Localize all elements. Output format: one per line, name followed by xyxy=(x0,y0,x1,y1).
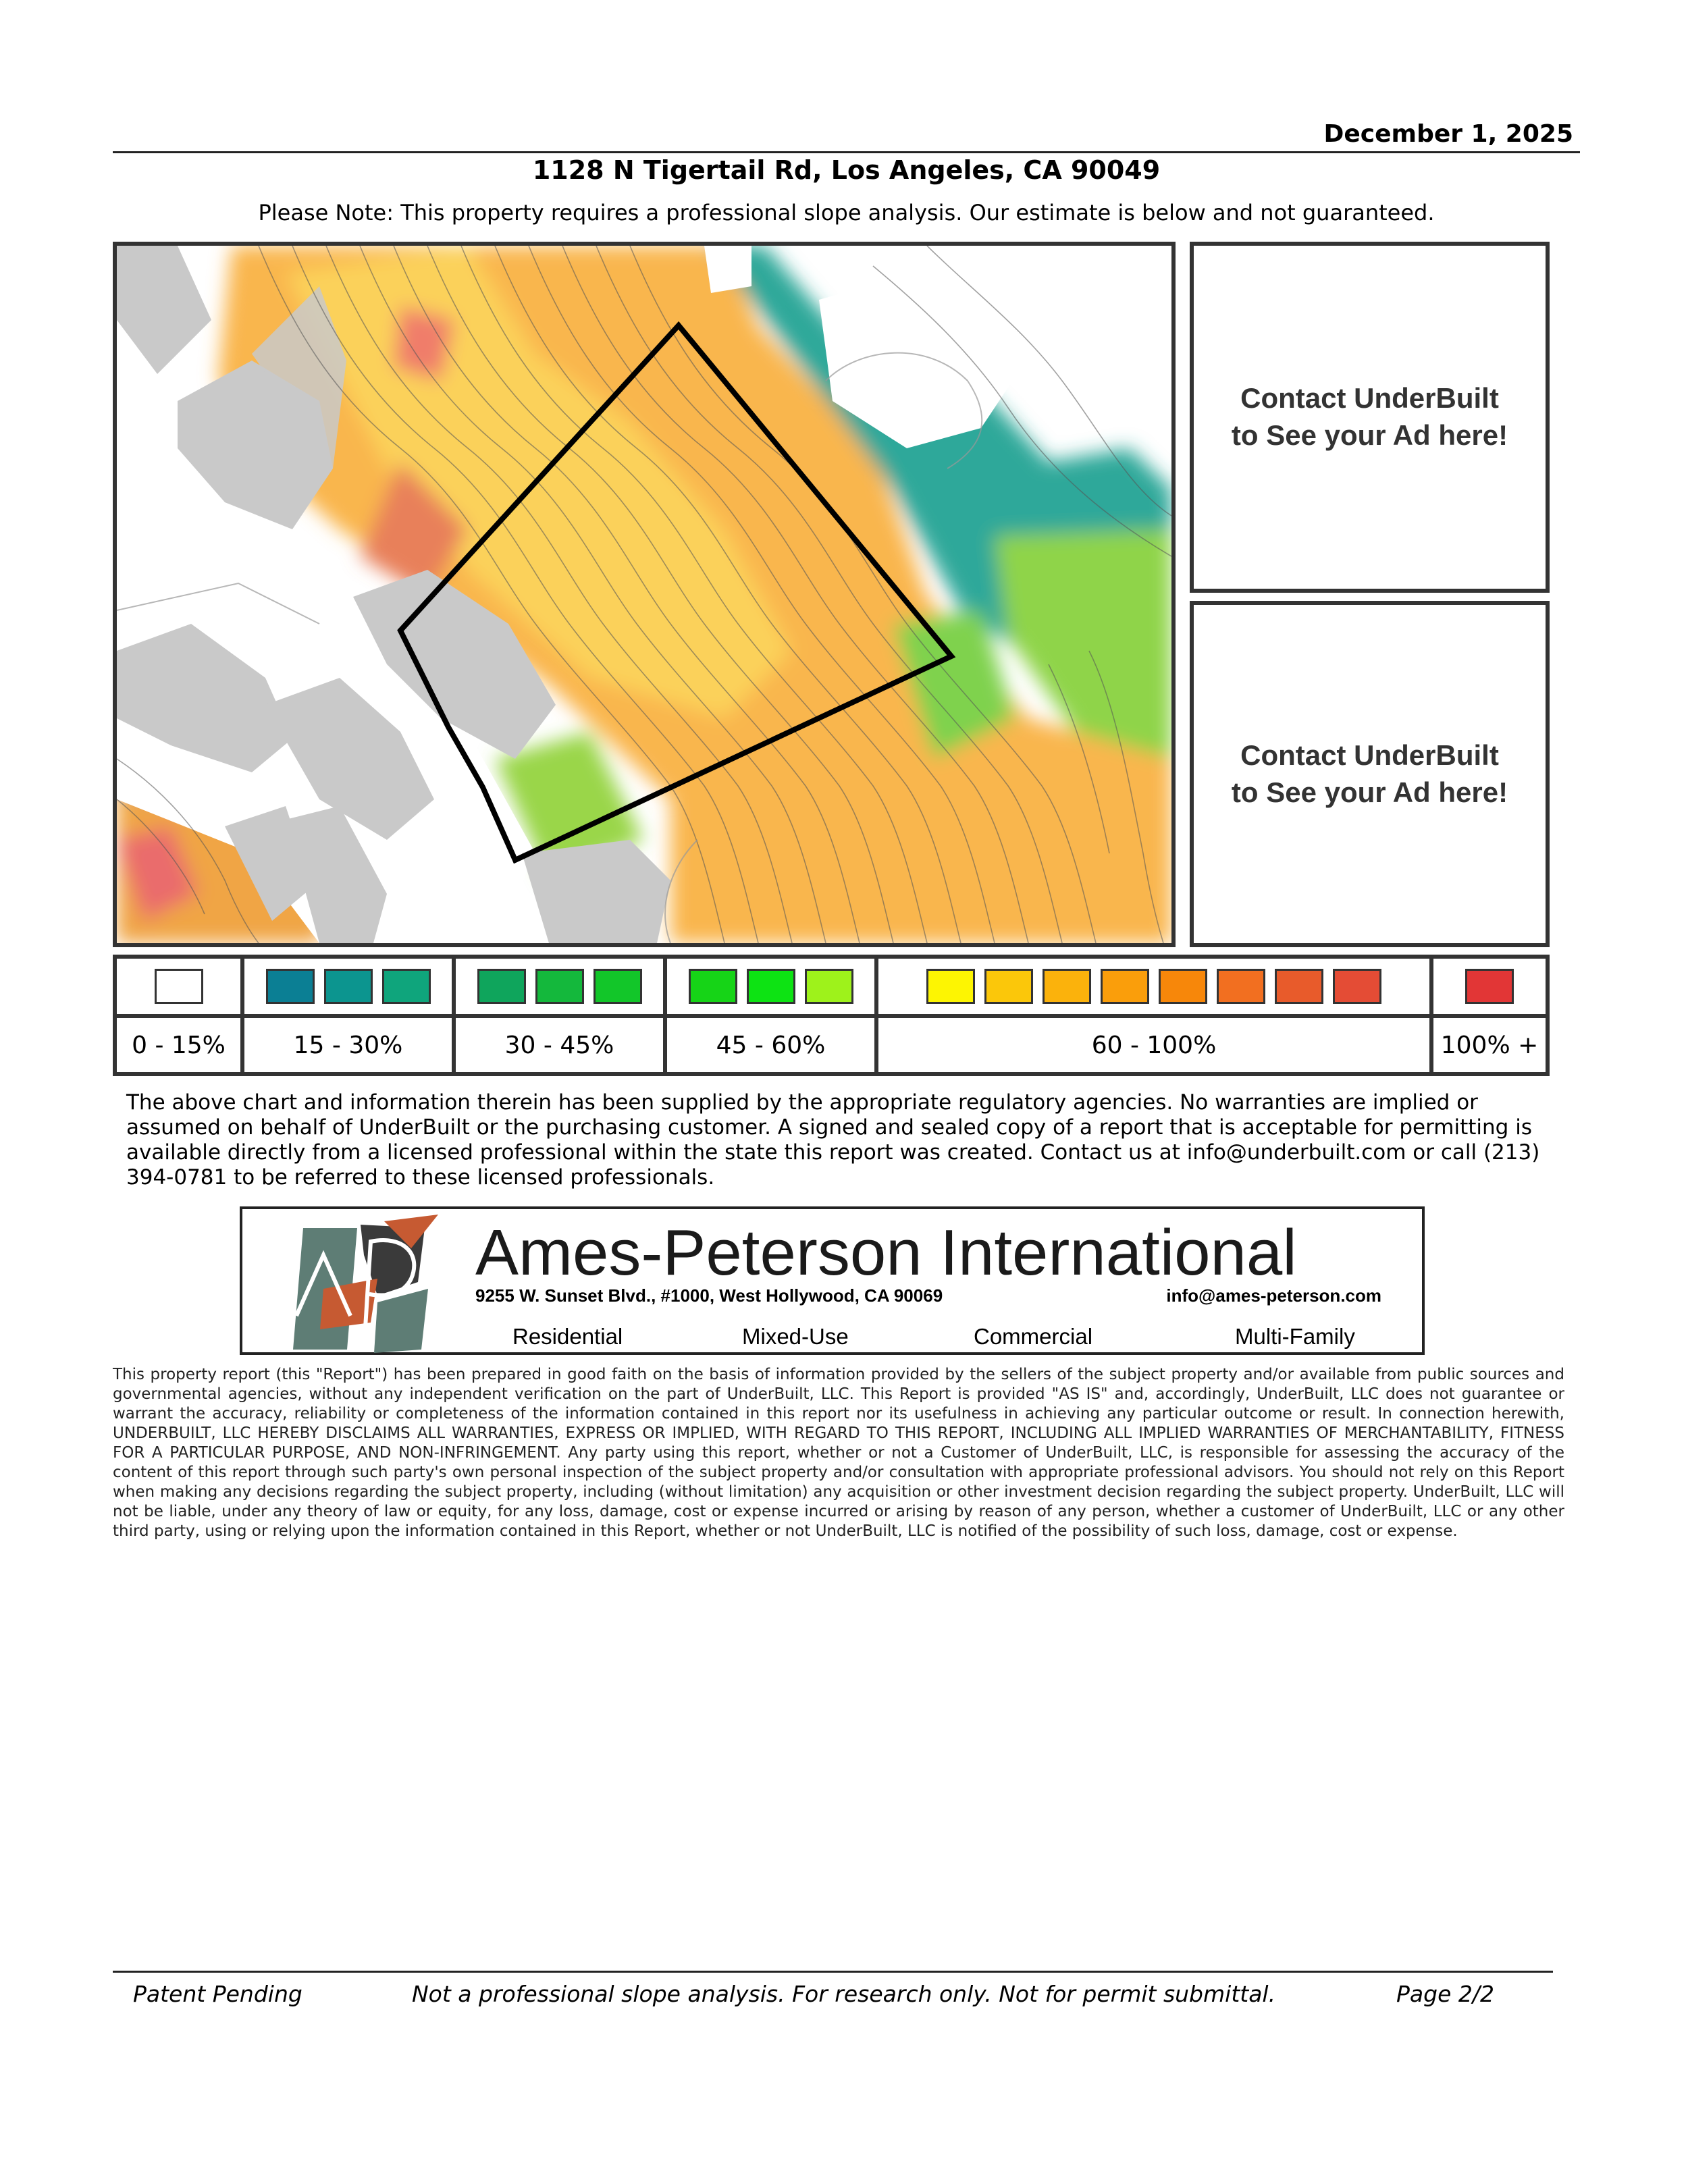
legend-swatch-row xyxy=(1433,959,1546,1018)
category-label: Commercial xyxy=(974,1324,1093,1349)
legend-swatch xyxy=(984,969,1033,1004)
sponsor-banner[interactable] xyxy=(240,1206,1425,1355)
legend-bucket xyxy=(1433,959,1546,1072)
legend-swatch xyxy=(747,969,795,1004)
legend-label: 60 - 100% xyxy=(1091,1031,1217,1059)
legend-swatch xyxy=(1275,969,1323,1004)
legend-swatch xyxy=(594,969,642,1004)
legend-swatch xyxy=(1465,969,1514,1004)
header-divider xyxy=(113,151,1580,153)
category-label: Mixed-Use xyxy=(742,1324,849,1349)
legend-swatch xyxy=(1043,969,1091,1004)
ad-line-1: Contact UnderBuilt xyxy=(1240,382,1499,415)
legend-label: 0 - 15% xyxy=(132,1031,226,1059)
legend-swatch xyxy=(382,969,431,1004)
report-date: December 1, 2025 xyxy=(1323,120,1573,148)
property-address: 1128 N Tigertail Rd, Los Angeles, CA 90049 xyxy=(532,155,1161,185)
legend-bucket xyxy=(667,959,878,1072)
legend-swatch-row xyxy=(667,959,874,1018)
ad-line-1: Contact UnderBuilt xyxy=(1240,739,1499,771)
legend-swatch xyxy=(1101,969,1149,1004)
ad-line-2: to See your Ad here! xyxy=(1231,776,1508,808)
sponsor-name: Ames-Peterson International xyxy=(475,1217,1297,1289)
legend-swatch xyxy=(1159,969,1207,1004)
data-disclaimer: The above chart and information therein has been supplied by the appropriate regulatory agencies. No warranties are implied or assumed on behalf of UnderBuilt or the purchasing customer. A signed and sealed copy of a report that is acceptable for permitting is available directly from a licensed professional within the state this report was created. Contact us at info@underbuilt.com or call (213) 394-0781 to be referred to these licensed professionals. xyxy=(126,1090,1540,1190)
category-label: Residential xyxy=(512,1324,623,1349)
ad-line-2: to See your Ad here! xyxy=(1231,419,1508,451)
legend-swatch xyxy=(324,969,373,1004)
ad-placeholder-top[interactable] xyxy=(1190,242,1550,593)
sponsor-address: 9255 W. Sunset Blvd., #1000, West Hollywood, CA 90069 xyxy=(475,1285,943,1306)
legend-swatch xyxy=(1217,969,1265,1004)
legend-swatch xyxy=(805,969,853,1004)
footer-notice: Not a professional slope analysis. For research only. Not for permit submittal. xyxy=(412,1981,1276,2007)
legend-swatch xyxy=(926,969,975,1004)
legend-bucket xyxy=(878,959,1433,1072)
sponsor-email[interactable]: info@ames-peterson.com xyxy=(1166,1285,1381,1306)
legend-bucket xyxy=(456,959,667,1072)
legend-swatch-row xyxy=(244,959,452,1018)
legend-bucket xyxy=(244,959,456,1072)
slope-map xyxy=(113,242,1176,947)
legend-bucket xyxy=(117,959,244,1072)
legend-swatch-row xyxy=(878,959,1429,1018)
footer-divider xyxy=(113,1971,1553,1973)
legend-swatch xyxy=(535,969,584,1004)
legend-swatch-row xyxy=(117,959,240,1018)
legend-label: 15 - 30% xyxy=(293,1031,403,1059)
category-label: Multi-Family xyxy=(1235,1324,1355,1349)
legend-swatch xyxy=(155,969,203,1004)
legend-swatch xyxy=(689,969,737,1004)
legend-label: 100% + xyxy=(1440,1031,1539,1059)
analysis-note: Please Note: This property requires a professional slope analysis. Our estimate is below and not guaranteed. xyxy=(258,200,1435,225)
legend-label: 30 - 45% xyxy=(504,1031,614,1059)
legend-label: 45 - 60% xyxy=(716,1031,826,1059)
ames-peterson-logo xyxy=(283,1215,438,1356)
slope-map-graphic xyxy=(117,246,1171,943)
slope-legend xyxy=(113,955,1550,1076)
legal-disclaimer: This property report (this "Report") has been prepared in good faith on the basis of information provided by the sellers of the subject property and/or available from public sources and governmental agencies, without any independent verification on the part of UnderBuilt, LLC. This Report is provided "AS IS" and, accordingly, UnderBuilt, LLC does not guarantee or warrant the accuracy, reliability or completeness of the information contained in this report nor its usefulness in achieving any particular outcome or result. In connection herewith, UNDERBUILT, LLC HEREBY DISCLAIMS ALL WARRANTIES, EXPRESS OR IMPLIED, WITH REGARD TO THIS REPORT, INCLUDING ALL IMPLIED WARRANTIES OF MERCHANTABILITY, FITNESS FOR A PARTICULAR PURPOSE, AND NON-INFRINGEMENT. Any party using this report, whether or not a Customer of UnderBuilt, LLC, is responsible for assessing the accuracy of the content of this report through such party's own personal inspection of the subject property and/or consultation with appropriate professional advisors. You should not rely on this Report when making any decisions regarding the subject property, including (without limitation) any acquisition or other investment decision regarding the subject property. UnderBuilt, LLC will not be liable, under any theory of law or equity, for any loss, damage, cost or expense incurred or arising by reason of any person, whether a customer of UnderBuilt, LLC or any other third party, using or relying upon the information contained in this Report, whether or not UnderBuilt, LLC is notified of the possibility of such loss, damage, cost or expense. xyxy=(113,1366,1564,1540)
legend-swatch xyxy=(1333,969,1381,1004)
legend-swatch-row xyxy=(456,959,663,1018)
legend-swatch xyxy=(266,969,315,1004)
footer-page-number: Page 2/2 xyxy=(1396,1981,1494,2007)
ad-placeholder-bottom[interactable] xyxy=(1190,601,1550,947)
legend-swatch xyxy=(477,969,526,1004)
footer-patent: Patent Pending xyxy=(133,1981,302,2007)
